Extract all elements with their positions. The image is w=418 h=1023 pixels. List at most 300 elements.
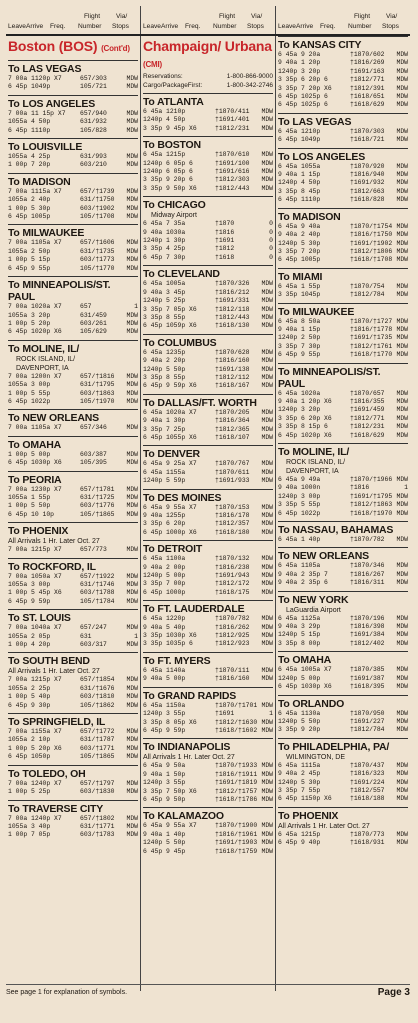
flight-via: MDW <box>261 632 273 640</box>
flight-row <box>143 314 273 322</box>
flight-number: 657/346 <box>80 424 107 432</box>
flight-via: MDW <box>261 503 273 511</box>
flight-via: MDW <box>396 509 408 517</box>
flight-row <box>143 675 273 683</box>
flight-number: †1812/771 <box>350 414 385 422</box>
flight-via: MDW <box>396 423 408 431</box>
airport-code: (CMI) <box>143 60 162 69</box>
flight-times: 6 45p 9 40p <box>278 839 321 847</box>
flight-via: MDW <box>126 83 138 91</box>
flight-via: MDW <box>261 168 273 176</box>
flight-via: MDW <box>396 501 408 509</box>
route-section <box>143 540 273 597</box>
flight-via: MDW <box>126 546 138 554</box>
flight-number: †1870/657 <box>350 389 385 397</box>
header-flight: Flight <box>219 13 236 20</box>
header-flight: Flight <box>354 13 371 20</box>
flight-rows <box>8 188 138 222</box>
flight-times: 3 35p 7 55p <box>278 786 321 794</box>
destination-heading <box>143 600 273 615</box>
flight-times: 9 40a 2 35p 7 <box>278 570 328 578</box>
flight-row <box>8 459 138 467</box>
flight-via: MDW <box>126 239 138 247</box>
flight-row <box>8 153 138 161</box>
flight-row <box>8 320 138 328</box>
destination-name: To MIAMI <box>278 270 323 283</box>
flight-row <box>278 415 408 423</box>
flight-number: 603/†1776 <box>80 502 115 510</box>
destination-name: Champaign/ Urbana <box>143 38 272 54</box>
flight-row <box>143 116 273 124</box>
flight-number: †1870/†1933 <box>215 762 258 770</box>
route-section <box>8 138 138 170</box>
flight-row <box>278 351 408 359</box>
flight-times: 1240p 3 20p <box>278 67 321 75</box>
flight-times: 1240p 5 00p <box>278 674 321 682</box>
flight-row <box>8 753 138 761</box>
flight-times: 6 45p 1110p <box>278 196 321 204</box>
flight-times: 7 00a 1215p X7 <box>8 546 62 554</box>
flight-row <box>8 196 138 204</box>
destination-name: To NEW ORLEANS <box>278 550 369 563</box>
contact-line <box>143 82 273 91</box>
flight-row <box>8 831 138 839</box>
flight-rows <box>278 390 408 440</box>
destination-name: To NASSAU, BAHAMAS <box>278 524 394 537</box>
flight-number: †1870/326 <box>215 280 250 288</box>
route-section <box>143 394 273 443</box>
flight-number: 603/†1863 <box>80 389 115 397</box>
flight-rows <box>8 486 138 520</box>
flight-row <box>8 390 138 398</box>
flight-row <box>278 291 408 299</box>
flight-row <box>8 589 138 597</box>
column-headers <box>6 6 410 36</box>
flight-number: 657/†1922 <box>80 572 115 580</box>
flight-number: 105/828 <box>80 126 107 134</box>
flight-via: MDW <box>261 108 273 115</box>
destination-heading <box>143 394 273 409</box>
destination-name: To MINNEAPOLIS/ST. PAUL <box>8 279 111 304</box>
flight-row <box>8 127 138 135</box>
flight-via: MDW <box>396 93 408 101</box>
flight-times: 6 45a 1105a <box>278 562 321 570</box>
destination-heading <box>8 60 138 75</box>
flight-number: †1812/391 <box>350 84 385 92</box>
column-3 <box>276 36 410 991</box>
flight-row <box>8 486 138 494</box>
flight-via: MDW <box>126 264 138 272</box>
flight-number: †1816/178 <box>215 512 250 519</box>
flight-row <box>8 110 138 118</box>
flight-row <box>143 366 273 374</box>
flight-number: †1870/411 <box>215 108 250 115</box>
flight-rows <box>8 546 138 554</box>
flight-row <box>8 256 138 264</box>
flight-times: 3 35p 7 20p X6 <box>278 84 332 92</box>
flight-rows <box>8 815 138 840</box>
flight-row <box>143 702 273 710</box>
flight-times: 6 45a 1215p <box>143 151 186 159</box>
flight-times: 9 40a 5 00p <box>143 675 186 683</box>
flight-times: 1055a 1 55p <box>8 493 51 501</box>
flight-number: †1812/303 <box>215 176 250 184</box>
flight-via: MDW <box>261 460 273 468</box>
flight-rows <box>143 555 273 597</box>
flight-times: 6 45p 9 55p <box>278 351 321 359</box>
flight-times: 1240p 5 59p <box>143 477 186 485</box>
destination-subline: Midway Airport <box>151 212 197 220</box>
flight-via: MDW <box>396 414 408 422</box>
flight-number: †1870/†1754 <box>350 222 393 230</box>
destination-subline: DAVENPORT, IA <box>286 468 339 475</box>
flight-row <box>8 188 138 196</box>
route-section <box>8 276 138 337</box>
destination-name: To TRAVERSE CITY <box>8 802 103 815</box>
flight-number: †1618/†1759 <box>215 847 258 855</box>
flight-row <box>278 615 408 623</box>
flight-via: MDW <box>126 589 138 597</box>
flight-row <box>143 779 273 787</box>
flight-number: †1691/227 <box>350 717 385 725</box>
destination-name: To KALAMAZOO <box>143 810 224 823</box>
flight-via: MDW <box>261 718 273 726</box>
flight-times: 6 45a 1005a <box>143 280 186 288</box>
flight-via: MDW <box>261 615 273 623</box>
flight-number: †1691/932 <box>350 179 385 187</box>
flight-rows <box>8 676 138 710</box>
flight-times: 1 00p 7 20p <box>8 161 51 169</box>
flight-via: MDW <box>126 572 138 580</box>
flight-times: 6 45a 9 20a <box>278 51 321 58</box>
flight-times: 9 40a 1 15p <box>278 171 321 179</box>
flight-rows <box>8 780 138 797</box>
flight-via: MDW <box>396 162 408 170</box>
flight-times: 7 00a 1155a X7 <box>8 728 62 736</box>
flight-via: MDW <box>261 322 273 330</box>
route-section <box>8 409 138 432</box>
flight-number: 105/†1708 <box>80 213 115 221</box>
flight-number: †1618/†1970 <box>350 509 393 517</box>
flight-times: 1240p 5 50p <box>143 839 186 847</box>
flight-times: 3 35p 9 20p 6 <box>143 176 193 184</box>
flight-number: 603/†1788 <box>80 589 115 597</box>
flight-number: 657/†1802 <box>80 814 115 822</box>
destination-heading <box>8 609 138 624</box>
flight-number: 603/387 <box>80 450 107 458</box>
header-arrive: Arrive <box>296 23 314 30</box>
flight-times: 1055a 4 50p <box>8 118 51 126</box>
flight-number: †1816/269 <box>350 59 385 67</box>
flight-row <box>143 220 273 228</box>
flight-via: MDW <box>396 830 408 838</box>
flight-times: 7 00a 1215p X7 <box>8 676 62 684</box>
flight-via: MDW <box>126 75 138 82</box>
flight-row <box>143 460 273 468</box>
contact-line <box>143 73 273 82</box>
flight-number: †1816/267 <box>350 570 385 578</box>
destination-heading <box>8 138 138 153</box>
flight-number: †1816/†1778 <box>350 325 393 333</box>
flight-row <box>8 685 138 693</box>
flight-row <box>143 796 273 804</box>
flight-times: 9 40a 5 40p <box>143 623 186 631</box>
flight-times: 1240p 5 15p <box>278 631 321 639</box>
flight-via: MDW <box>396 179 408 187</box>
flight-number: 105/†1862 <box>80 701 115 709</box>
flight-times: 1240p 3 55p <box>143 779 186 787</box>
flight-row <box>143 306 273 314</box>
flight-via: MDW <box>126 372 138 380</box>
flight-number: †1812/784 <box>350 726 385 734</box>
flight-number: †1812/925 <box>215 632 250 640</box>
flight-row <box>143 151 273 159</box>
flight-times: 1 00p 5 40p <box>8 693 51 701</box>
flight-via: MDW <box>261 116 273 124</box>
flight-times: 1240p 1 30p <box>143 237 186 245</box>
destination-heading <box>278 651 408 666</box>
flight-row <box>8 451 138 459</box>
flight-row <box>278 59 408 67</box>
destination-heading <box>143 540 273 555</box>
flight-via: MDW <box>396 579 408 587</box>
flight-times: 1240p 5 30p <box>278 239 321 247</box>
flight-rows <box>8 624 138 649</box>
flight-via: MDW <box>126 701 138 709</box>
flight-row <box>143 382 273 390</box>
flight-times: 1055a 2 10p <box>8 736 51 744</box>
flight-row <box>278 196 408 204</box>
flight-times: 3 35p 9 45p X6 <box>143 124 197 132</box>
flight-times: 6 45p 1050p <box>8 753 51 761</box>
flight-row <box>278 326 408 334</box>
flight-row <box>278 68 408 76</box>
flight-via: MDW <box>261 520 273 528</box>
flight-number: 631/†1795 <box>80 381 115 389</box>
flight-times: 6 45p 1110p <box>8 126 51 134</box>
flight-row <box>8 641 138 649</box>
flight-number: †1691/†1902 <box>350 239 393 247</box>
flight-row <box>8 373 138 381</box>
flight-times: 1240p 3 00p <box>278 492 321 500</box>
flight-number: †1812/231 <box>350 423 385 431</box>
flight-times: 9 40a 2 35p 6 <box>278 579 328 587</box>
flight-row <box>143 771 273 779</box>
flight-times: 1 00p 5 00p <box>8 450 51 458</box>
header-leave: Leave <box>143 23 161 30</box>
destination-name: To CLEVELAND <box>143 268 220 281</box>
route-section <box>278 651 408 691</box>
flight-row <box>8 265 138 273</box>
destination-name: To DENVER <box>143 448 200 461</box>
timetable-page <box>6 6 410 1010</box>
flight-rows <box>143 151 273 193</box>
flight-row <box>278 101 408 109</box>
flight-number: †1618/395 <box>350 683 385 691</box>
header-stops: Stops <box>247 23 264 30</box>
destination-subline: DAVENPORT, IA <box>16 364 69 372</box>
flight-via: MDW <box>396 67 408 75</box>
flight-times: 6 45a 9 55a X7 <box>143 822 197 830</box>
flight-via: MDW <box>261 382 273 390</box>
route-section <box>278 695 408 735</box>
flight-row <box>8 702 138 710</box>
flight-number: 631/†1771 <box>80 822 115 830</box>
destination-heading <box>278 695 408 710</box>
flight-times: 6 45a 9 55a X7 <box>143 503 197 511</box>
flight-row <box>8 693 138 701</box>
flight-number: †1812/557 <box>350 786 385 794</box>
flight-number: †1870/†1727 <box>350 317 393 325</box>
flight-rows <box>8 573 138 607</box>
flight-row <box>278 484 408 492</box>
page-footer <box>6 984 410 999</box>
flight-row <box>278 163 408 171</box>
flight-row <box>8 83 138 91</box>
flight-via: MDW <box>126 624 138 632</box>
flight-number: †1691/384 <box>350 631 385 639</box>
destination-heading <box>8 224 138 239</box>
flight-via: MDW <box>126 459 138 467</box>
route-section <box>143 196 273 262</box>
flight-via: MDW <box>261 726 273 734</box>
flight-via: MDW <box>261 357 273 365</box>
flight-number: †1816/311 <box>350 579 385 587</box>
flight-times: 1055a 4 25p <box>8 153 51 161</box>
header-stops: Stops <box>112 23 129 30</box>
destination-name: Boston (BOS) <box>8 38 98 54</box>
route-section <box>8 60 138 92</box>
flight-rows <box>8 303 138 337</box>
footer-note: See page 1 for explanation of symbols. <box>6 988 128 996</box>
flight-via: MDW <box>261 176 273 184</box>
route-section <box>278 113 408 145</box>
flight-number: †1816/†1750 <box>350 231 393 239</box>
flight-row <box>143 297 273 305</box>
flight-via: MDW <box>396 795 408 803</box>
destination-name: To ATLANTA <box>143 96 204 108</box>
destination-name: To LAS VEGAS <box>278 115 352 128</box>
flight-row <box>143 426 273 434</box>
flight-number: †1870 <box>215 220 235 228</box>
flight-number: †1618/828 <box>350 196 385 204</box>
destination-heading <box>278 443 408 458</box>
flight-number: 603/†1783 <box>80 831 115 839</box>
flight-via: MDW <box>396 666 408 674</box>
flight-number: †1812/663 <box>350 187 385 195</box>
flight-via: MDW <box>396 778 408 786</box>
flight-row <box>143 409 273 417</box>
flight-row <box>278 76 408 84</box>
destination-heading <box>278 738 408 753</box>
flight-times: 6 45a 1100a <box>143 555 186 563</box>
flight-row <box>8 676 138 684</box>
flight-row <box>8 494 138 502</box>
flight-number: †1812 <box>215 245 235 253</box>
flight-row <box>143 572 273 580</box>
flight-number: †1812/365 <box>215 425 250 433</box>
flight-times: 6 45p 1000p X6 <box>143 528 197 536</box>
flight-row <box>143 512 273 520</box>
flight-times: 9 40a 1 30p <box>143 417 186 425</box>
flight-number: 657/†1854 <box>80 676 115 684</box>
flight-via: MDW <box>261 151 273 159</box>
flight-times: 6 45p 9 30p <box>8 701 51 709</box>
flight-times: 6 45p 1025p 6 <box>278 93 328 101</box>
flight-number: †1618/†1786 <box>215 795 258 803</box>
schedule-note: All Arrivals 1 Hr. Later Oct. 27 <box>8 668 100 676</box>
destination-heading <box>143 738 273 753</box>
flight-number: †1812/357 <box>215 520 250 528</box>
flight-times: 1 00p 5 15p <box>8 256 51 264</box>
destination-name: To INDIANAPOLIS <box>143 741 231 754</box>
flight-number: †1691/†1903 <box>215 839 258 847</box>
flight-times: 3 35p 6 20p 6 <box>278 76 328 84</box>
flight-rows <box>143 220 273 262</box>
route-section <box>278 547 408 587</box>
flight-via: MDW <box>261 701 273 709</box>
flight-row <box>278 390 408 398</box>
flight-row <box>278 179 408 187</box>
flight-times: 6 45a 1055a <box>278 162 321 170</box>
header-stops: Stops <box>382 23 399 30</box>
flight-via: MDW <box>126 831 138 839</box>
flight-row <box>143 580 273 588</box>
flight-times: 6 45p 1020p X6 <box>278 431 332 439</box>
route-section <box>278 363 408 440</box>
route-section <box>8 95 138 135</box>
flight-times: 6 45a 7 35a <box>143 220 186 228</box>
flight-times: 1240p 3 20p <box>278 406 321 414</box>
flight-number: †1816/364 <box>215 417 250 425</box>
flight-times: 6 45a 1005a X7 <box>278 666 332 674</box>
flight-times: 1 00p 5 20p <box>8 319 51 327</box>
flight-times: 6 45p 1150p X6 <box>278 795 332 803</box>
destination-heading <box>278 208 408 223</box>
flight-row <box>278 85 408 93</box>
flight-row <box>143 349 273 357</box>
flight-via: MDW <box>261 528 273 536</box>
flight-row <box>8 312 138 320</box>
route-section <box>278 208 408 265</box>
flight-row <box>143 168 273 176</box>
flight-rows <box>8 728 138 762</box>
flight-number: †1870/602 <box>350 51 385 58</box>
flight-via: MDW <box>261 830 273 838</box>
flight-times: 6 45p 1005p <box>8 213 51 221</box>
flight-rows <box>278 476 408 518</box>
flight-times: 7 00a 1040a X7 <box>8 624 62 632</box>
header-via: Via/ <box>251 13 263 20</box>
flight-row <box>8 161 138 169</box>
destination-heading <box>278 113 408 128</box>
destination-name: To MINNEAPOLIS/ST. PAUL <box>278 365 381 390</box>
flight-row <box>8 598 138 606</box>
flight-via: MDW <box>126 485 138 493</box>
destination-name: To ORLANDO <box>278 697 345 710</box>
flight-number: 105/395 <box>80 459 107 467</box>
flight-times: 6 45a 1155a <box>143 468 186 476</box>
flight-via: MDW <box>261 580 273 588</box>
flight-via: MDW <box>396 786 408 794</box>
flight-row <box>278 562 408 570</box>
flight-times: 6 45a 1115a <box>278 761 321 769</box>
flight-times: 9 40a 1030a <box>143 228 186 236</box>
schedule-note: All Arrivals 1 Hr. Later Oct. 27 <box>143 754 235 762</box>
flight-number: 603/317 <box>80 641 107 649</box>
flight-via: MDW <box>396 334 408 342</box>
flight-row <box>278 128 408 136</box>
